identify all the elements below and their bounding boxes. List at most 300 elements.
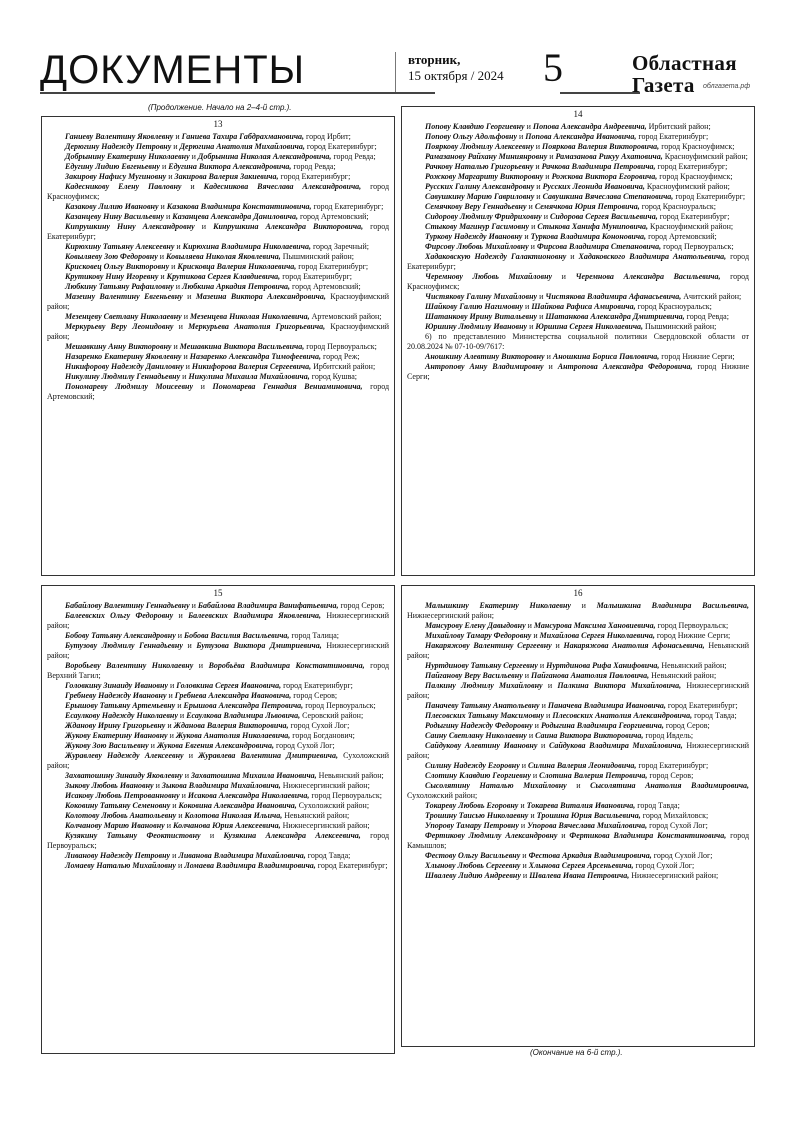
person-husband: Едугина Виктора Александровича, [168,162,292,171]
location: город Заречный; [312,242,369,251]
person-wife: Никулину Людмилу Геннадьевну [65,372,181,381]
award-entry [47,342,389,352]
award-entry [47,292,389,312]
block-number: 14 [573,109,583,119]
conjunction: и [543,212,548,221]
person-husband: Пономарева Геннадия Вениаминовича, [212,382,363,391]
location: город Артемовский; [292,282,361,291]
person-husband: Ганиева Тахира Габдрахмановича, [181,132,305,141]
person-wife: Сайдукову Алевтину Ивановну [425,741,538,750]
location: город Екатеринбург; [280,172,351,181]
person-wife: Казакову Лилию Ивановну [65,202,159,211]
award-entry [47,731,389,741]
person-wife: Головкину Зинаиду Ивановну [65,681,168,690]
person-husband: Хлынова Сергея Арсеньевича, [528,861,634,870]
person-wife: Саину Светлану Николаевну [425,731,527,740]
conjunction: и [534,721,539,730]
entry-list [47,601,389,871]
conjunction: и [177,861,183,870]
location: город Екатеринбург; [313,202,384,211]
person-husband: Попова Александра Ивановича, [525,132,637,141]
person-husband: Фертикова Владимира Константиновича, [569,831,727,840]
award-entry [47,821,389,831]
person-husband: Рамазанова Рикуу Ахатовича, [555,152,663,161]
conjunction: и [191,601,196,610]
person-husband: Михайлова Сергея Николаевича, [539,631,655,640]
location: город Екатеринбург; [317,861,388,870]
location: город Красноуфимск; [661,142,735,151]
award-entry [47,661,389,681]
award-entry [407,781,749,801]
person-husband: Туркова Владимира Кононовича, [530,232,647,241]
person-wife: Швалеву Лидию Андреевну [425,871,521,880]
person-wife: Мансурову Елену Давыдовну [425,621,526,630]
conjunction: и [561,831,566,840]
person-wife: Колчанову Марию Ивановну [65,821,165,830]
person-husband: Попова Александра Андреевича, [532,122,647,131]
person-husband: Дерюгина Анатолия Михайловича, [179,142,305,151]
award-entry [47,172,389,182]
location: город Красноуфимск; [47,182,390,201]
location: город Екатеринбург; [667,701,738,710]
person-wife: Крисковец Ольгу Викторовну [65,262,170,271]
location: город Нижние Серги; [407,362,750,381]
person-wife: Пономареву Людмилу Моисеевну [65,382,194,391]
award-entry [47,711,389,721]
award-entry [407,322,749,332]
person-husband: Балеевских Владимира Яковлевича, [188,611,322,620]
location: город Сухой Лог; [635,861,695,870]
logo-line-1: Областная [632,51,737,75]
location: город Ревда; [686,312,729,321]
award-entry [407,222,749,232]
person-husband: Есаулкова Владимира Львовича, [186,711,301,720]
person-wife: Никифорову Надежду Даниловну [65,362,184,371]
conjunction: и [173,342,178,351]
location: Невьянский район; [318,771,384,780]
conjunction: и [159,252,165,261]
location: город Сухой Лог; [653,851,713,860]
person-wife: Кузякину Татьяну Феоктистовну [65,831,201,840]
person-wife: Фертикову Людмилу Александровну [425,831,558,840]
site-address: облгазета.рф [703,83,751,90]
award-entry [407,811,749,821]
person-wife: Слотину Клавдию Георгиевну [425,771,531,780]
conjunction: и [546,352,551,361]
person-husband: Ерышова Александра Петровича, [183,701,304,710]
conjunction: и [539,661,545,670]
person-husband: Захватошина Михаила Ивановича, [190,771,317,780]
header-separator [395,52,396,92]
person-husband: Палкина Виктора Михайловича, [557,681,682,690]
person-husband: Ливанова Владимира Михайловича, [178,851,306,860]
person-husband: Бобова Василия Васильевича, [184,631,290,640]
conjunction: и [532,771,538,780]
person-wife: Фестову Ольгу Васильевну [425,851,521,860]
issue-date-full: 15 октября / 2024 [408,68,504,83]
person-husband: Хадаковского Владимира Анатольевича, [578,252,727,261]
location: город Тавда; [637,801,680,810]
conjunction: и [166,212,171,221]
conjunction: 6) по представлению Министерства социальной политики Свердловской области от 20.08.2024 № 07-10-09/7617: [407,332,749,351]
award-entry [407,671,749,681]
location: Артемовский район; [311,312,382,321]
continuation-note: (Продолжение. Начало на 2–4-й стр.). [148,103,292,112]
award-entry [407,172,749,182]
location: Нижнесергинский район; [631,871,719,880]
person-wife: Зыкову Любовь Ивановну [65,781,154,790]
conjunction: и [527,621,532,630]
person-husband: Казакова Владимира Константиновича, [166,202,312,211]
person-wife: Чистякову Галину Михайловну [425,292,538,301]
person-husband: Воробьёва Владимира Константиновича, [208,661,365,670]
award-entry [407,132,749,142]
award-entry [407,122,749,132]
person-wife: Казанцеву Нину Васильевну [65,212,164,221]
conjunction: и [179,711,185,720]
award-entry [47,132,389,142]
conjunction: и [183,352,188,361]
person-wife: Туркову Надежду Ивановну [425,232,523,241]
award-entry [407,212,749,222]
conjunction: и [176,242,181,251]
logo-line-2: Газета [632,73,695,97]
award-entry [47,262,389,272]
conjunction: и [150,741,155,750]
location: город Артемовский; [47,382,390,401]
conjunction: и [524,232,529,241]
location: Невьянский район; [661,661,727,670]
person-husband: Паначева Владимира Ивановича, [547,701,666,710]
person-wife: Исакову Любовь Петрованновну [65,791,180,800]
award-entry [47,741,389,751]
person-husband: Рожкова Виктора Егоровича, [551,172,658,181]
conjunction: и [524,671,530,680]
person-wife: Балеевских Ольгу Федоровну [65,611,174,620]
award-entry [407,721,749,731]
person-wife: Бобову Татьяну Александровну [65,631,176,640]
conjunction: и [541,741,546,750]
person-husband: Рачкова Владимира Петровича, [541,162,656,171]
person-husband: Аношкина Бориса Павловича, [552,352,660,361]
award-entry [407,192,749,202]
location: город Сухой Лог; [290,721,350,730]
person-husband: Саина Виктора Викторовича, [535,731,644,740]
award-entry [47,252,389,262]
award-entry [47,322,389,342]
conjunction: и [187,292,192,301]
location: город Первоуральск; [306,342,377,351]
location: город Екатеринбург; [298,262,369,271]
conjunction: и [188,751,193,760]
person-husband: Черемнова Александра Васильевича, [575,272,721,281]
person-husband: Головкина Сергея Ивановича, [176,681,282,690]
award-entry [47,801,389,811]
person-wife: Палкину Людмилу Михайловну [425,681,543,690]
conjunction: и [539,292,544,301]
award-entry [407,631,749,641]
location: Сухоложский район; [407,791,478,800]
award-entry [407,601,749,621]
person-husband: Токарева Виталия Ивановича, [526,801,636,810]
location: город Талица; [291,631,339,640]
person-husband: Фестова Аркадия Владимировича, [528,851,652,860]
location: город Верхний Тагил; [47,661,390,680]
person-wife: Нуртдинову Татьяну Сергеевну [425,661,538,670]
award-entry [47,691,389,701]
conjunction: и [172,851,177,860]
conjunction: и [520,801,525,810]
person-husband: Никифорова Валерия Сергеевича, [191,362,312,371]
person-wife: Рожкову Маргариту Викторовну [425,172,544,181]
conjunction: и [528,731,534,740]
location: город Нижние Серги; [656,631,731,640]
person-wife: Ливанову Надежду Петровну [65,851,171,860]
entry-list [407,601,749,881]
award-entry [47,182,389,202]
person-wife: Кирюхину Татьяну Алексеевну [65,242,175,251]
person-wife: Савушкину Марию Гавриловну [425,192,535,201]
location: город Красноуральск; [641,202,717,211]
award-entry [407,621,749,631]
person-wife: Жукову Екатерину Ивановну [65,731,168,740]
page-number-rule [560,92,640,94]
location: город Красноуфимск; [407,272,749,291]
person-husband: Любкина Аркадия Петровича, [182,282,291,291]
block-number: 16 [573,588,583,598]
person-husband: Кирюхина Владимира Николаевича, [182,242,311,251]
location: город Тавда; [307,851,351,860]
person-wife: Колотову Любовь Анатольевну [65,811,177,820]
location: Невьянский район; [651,671,717,680]
award-entry [407,741,749,761]
conjunction: и [539,312,544,321]
person-wife: Мазеину Валентину Евгеньевну [65,292,183,301]
person-husband: Бутузова Виктора Дмитриевича, [196,641,322,650]
location: город Серов; [293,691,338,700]
award-entry [47,771,389,781]
person-wife: Накаряжову Валентину Сергеевну [425,641,552,650]
person-husband: Накаряжова Анатолия Афонасьевича, [563,641,705,650]
page-header [40,45,755,98]
person-wife: Шатанкову Ирину Витальевну [425,312,538,321]
location: Нижнесергинский район; [47,611,389,630]
conjunction: и [178,811,183,820]
person-wife: Хадаковскую Надежду Галактионовну [425,252,567,261]
document-block-16 [401,585,755,1047]
conjunction: и [191,152,196,161]
location: город Екатеринбург; [657,162,728,171]
ending-note: (Окончание на 6-й стр.). [530,1048,623,1057]
document-block-13 [41,116,395,576]
conjunction: и [533,631,538,640]
conjunction: и [570,252,575,261]
location: город Ревда; [293,162,336,171]
award-entry [407,272,749,292]
person-husband: Жданова Валерия Викторовича, [173,721,289,730]
location: город Первоуральск; [305,701,376,710]
page-number: 5 [543,45,563,90]
person-wife: Мезенцеву Светлану Николаевну [65,312,182,321]
conjunction: и [178,322,183,331]
person-wife: Кадесникову Елену Павловну [65,182,182,191]
conjunction: и [184,771,189,780]
location: город Реж; [323,352,360,361]
person-wife: Ерышову Татьяну Артемьевну [65,701,176,710]
award-entry [47,212,389,222]
issue-weekday: вторник, [408,52,461,67]
conjunction: и [535,162,540,171]
person-wife: Едугину Лидию Евгеньевну [65,162,160,171]
conjunction: и [520,821,526,830]
location: Серовский район; [302,711,364,720]
location: город Красноуральск; [637,302,712,311]
person-wife: Плесовских Татьяну Максимовну [425,711,545,720]
location: город Тавда; [694,711,737,720]
person-wife: Антропову Анну Владимировну [425,362,544,371]
award-entry [47,611,389,631]
location: город Первоуральск; [663,242,734,251]
person-wife: Жукову Зою Васильевну [65,741,149,750]
conjunction: и [168,691,173,700]
location: Красноуфимский район; [664,152,748,161]
person-husband: Мазеина Виктора Александровича, [195,292,326,301]
block-number: 15 [213,588,223,598]
location: город Камышлов; [407,831,750,850]
person-wife: Журавлеву Надежду Алексеевну [65,751,184,760]
person-wife: Юршину Людмилу Ивановну [425,322,528,331]
location: Невьянский район; [284,811,350,820]
person-husband: Родыгина Владимира Георгиевича, [540,721,664,730]
location: город Первоуральск; [311,791,382,800]
award-entry [407,831,749,851]
person-husband: Журавлева Валентина Дмитриевича, [198,751,339,760]
conjunction: и [549,152,554,161]
person-husband: Меркурьева Анатолия Григорьевича, [188,322,326,331]
location: Сухоложский район; [298,801,370,810]
person-wife: Захватошину Зинаиду Яковлевну [65,771,183,780]
location: город Красноуфимск; [659,172,733,181]
person-husband: Антропова Александра Федоровича, [557,362,693,371]
location: Сухоложский район; [47,751,390,770]
conjunction: и [546,711,551,720]
person-husband: Чистякова Владимира Афанасьевича, [545,292,682,301]
conjunction: и [175,282,181,291]
location: Невьянский район; [407,641,750,660]
location: Пышминский район; [645,322,717,331]
award-entry [407,312,749,322]
person-husband: Исакова Александра Николаевича, [187,791,310,800]
location: Красноуфимский район; [650,222,734,231]
award-entry [47,601,389,611]
conjunction: и [177,631,183,640]
person-husband: Сысолятина Анатолия Владимировича, [590,781,750,790]
location: город Екатеринбург; [283,681,353,690]
header-rule [40,92,435,94]
block-number: 13 [213,119,223,129]
location: Нижнесергинский район; [407,741,750,760]
person-wife: Добрынину Екатерину Николаевну [65,152,190,161]
award-entry [47,811,389,821]
person-wife: Дерюгину Надежду Петровну [65,142,172,151]
person-wife: Есаулкову Надежду Николаевну [65,711,178,720]
award-entry [407,182,749,192]
award-entry [47,751,389,771]
conjunction: и [576,781,581,790]
conjunction: и [168,172,173,181]
conjunction: и [535,142,541,151]
entry-list [407,122,749,382]
award-entry [407,681,749,701]
person-wife: Аношкину Алевтину Викторовну [425,352,545,361]
award-entry [47,861,389,871]
person-wife: Ганиеву Валентину Яковлевну [65,132,174,141]
person-wife: Михайлову Тамару Федоровну [425,631,532,640]
conjunction: и [198,661,204,670]
conjunction: и [547,681,553,690]
person-husband: Кипрушкина Александра Викторовича, [213,222,364,231]
location: город Екатеринбург; [47,222,390,241]
location: город Первоуральск; [47,831,390,850]
section-title: ДОКУМЕНТЫ [40,48,306,92]
conjunction: и [160,202,165,211]
person-wife: Семячкову Веру Геннадьевну [425,202,527,211]
conjunction: и [536,192,541,201]
award-entry [407,861,749,871]
person-wife: Сысолятину Наталью Михайловну [425,781,567,790]
award-entry [407,242,749,252]
award-entry [407,801,749,811]
person-husband: Семячкова Юрия Петровича, [534,202,640,211]
person-husband: Шайкова Рафиса Амировича, [531,302,636,311]
location: город Михайловск; [642,811,709,820]
award-entry [47,282,389,292]
award-entry [47,831,389,851]
conjunction: и [531,222,536,231]
person-wife: Черемнову Любовь Михайловну [425,272,553,281]
conjunction: и [181,791,186,800]
conjunction: и [173,142,178,151]
person-wife: Упорову Тамару Петровну [425,821,519,830]
person-wife: Малышкину Екатерину Николаевну [425,601,571,610]
location: город Сухой Лог; [649,821,708,830]
conjunction: и [167,721,172,730]
location: Ирбитский район; [313,362,376,371]
location: город Ирбит; [306,132,351,141]
conjunction: и [529,322,534,331]
award-entry [407,252,749,272]
award-entry [47,162,389,172]
person-wife: Ковыляеву Зою Федоровну [65,252,158,261]
location: Пышминский район; [282,252,355,261]
person-wife: Назаренко Екатерину Яковлевну [65,352,182,361]
person-wife: Мешавкину Анну Викторовну [65,342,172,351]
person-wife: Паначеву Татьяну Анатольевну [425,701,540,710]
conjunction: и [525,302,530,311]
person-husband: Гребнева Александра Ивановича, [174,691,292,700]
location: Нижнесергинский район; [47,641,390,660]
person-husband: Ковыляева Николая Яковлевича, [166,252,281,261]
award-entry [47,681,389,691]
award-entry [407,761,749,771]
award-entry [47,222,389,242]
person-wife: Фирсову Любовь Михайловну [425,242,529,251]
person-wife: Кипрушкину Нину Александровну [65,222,195,231]
location: город Серов; [649,771,694,780]
conjunction: и [536,182,541,191]
conjunction: и [175,132,180,141]
location: город Богданович; [292,731,355,740]
